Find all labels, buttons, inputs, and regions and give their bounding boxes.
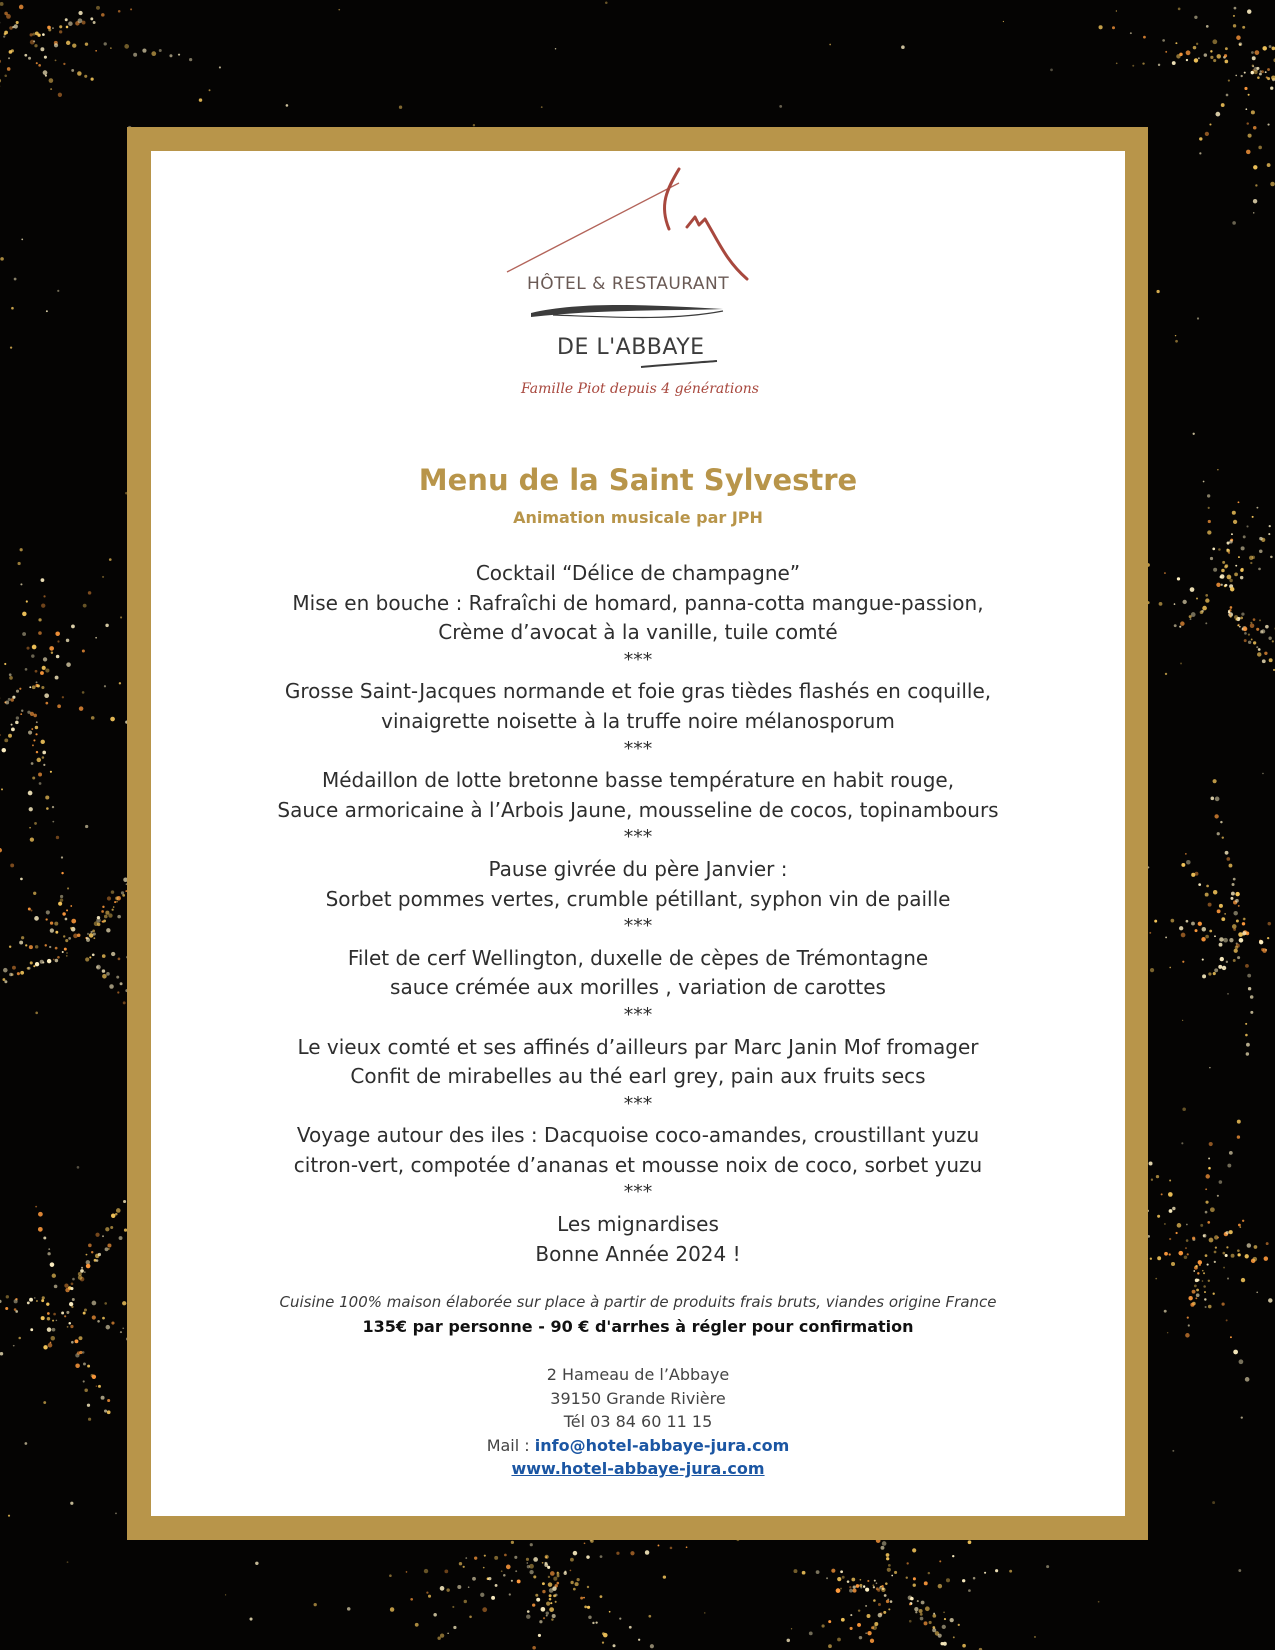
course-separator: *** bbox=[623, 826, 653, 849]
menu-line: Filet de cerf Wellington, duxelle de cèpes de Trémontagne bbox=[347, 945, 929, 970]
menu-line: Confit de mirabelles au thé earl grey, pain aux fruits secs bbox=[350, 1064, 926, 1089]
mail-label: Mail : bbox=[486, 1435, 535, 1455]
menu-line: Sauce armoricaine à l’Arbois Jaune, mousseline de cocos, topinambours bbox=[277, 797, 999, 822]
hotel-logo bbox=[491, 155, 791, 395]
menu-line: Mise en bouche : Rafraîchi de homard, panna-cotta mangue-passion, bbox=[292, 590, 984, 615]
address-line2: 39150 Grande Rivière bbox=[550, 1388, 726, 1408]
price-line: 135€ par personne - 90 € d'arrhes à régler pour confirmation bbox=[362, 1317, 914, 1336]
menu-title: Menu de la Saint Sylvestre bbox=[418, 463, 858, 497]
course-separator: *** bbox=[623, 737, 653, 760]
course-separator: *** bbox=[623, 915, 653, 938]
menu-line: Grosse Saint-Jacques normande et foie gras tièdes flashés en coquille, bbox=[284, 679, 992, 704]
contact-block bbox=[151, 1363, 1125, 1481]
course-separator: *** bbox=[623, 1003, 653, 1026]
menu-subtitle: Animation musicale par JPH bbox=[513, 508, 763, 527]
menu-line: Crème d’avocat à la vanille, tuile comté bbox=[438, 620, 838, 645]
course-separator: *** bbox=[623, 648, 653, 671]
menu-line: Médaillon de lotte bretonne basse température en habit rouge, bbox=[321, 768, 955, 793]
menu-line: sauce crémée aux morilles , variation de carottes bbox=[390, 975, 886, 1000]
mail-line bbox=[151, 1434, 1125, 1458]
logo-brand-line2: DE L'ABBAYE bbox=[557, 335, 705, 360]
menu-line: vinaigrette noisette à la truffe noire mélanosporum bbox=[381, 708, 895, 733]
menu-line: Cocktail “Délice de champagne” bbox=[475, 561, 801, 585]
menu-line: citron-vert, compotée d’ananas et mousse noix de coco, sorbet yuzu bbox=[293, 1152, 983, 1177]
website-link[interactable]: www.hotel-abbaye-jura.com bbox=[511, 1459, 765, 1478]
menu-line: Bonne Année 2024 ! bbox=[535, 1241, 741, 1266]
menu-line: Pause givrée du père Janvier : bbox=[488, 856, 788, 881]
course-separator: *** bbox=[623, 1181, 653, 1204]
menu-line: Le vieux comté et ses affinés d’ailleurs par Marc Janin Mof fromager bbox=[297, 1034, 979, 1059]
menu-line: Voyage autour des iles : Dacquoise coco-amandes, croustillant yuzu bbox=[296, 1123, 980, 1148]
address-line1: 2 Hameau de l’Abbaye bbox=[546, 1365, 730, 1384]
mail-link[interactable]: info@hotel-abbaye-jura.com bbox=[534, 1435, 790, 1455]
cuisine-note: Cuisine 100% maison élaborée sur place à partir de produits frais bruts, viandes origine France bbox=[279, 1293, 997, 1311]
menu-courses bbox=[151, 559, 1125, 1269]
menu-line: Sorbet pommes vertes, crumble pétillant, syphon vin de paille bbox=[325, 886, 951, 911]
logo-tagline: Famille Piot depuis 4 générations bbox=[521, 381, 759, 397]
menu-line: Les mignardises bbox=[557, 1212, 719, 1237]
logo-brand-line1: HÔTEL & RESTAURANT bbox=[527, 274, 730, 294]
website-line bbox=[151, 1457, 1125, 1481]
menu-card bbox=[151, 151, 1125, 1516]
phone-line: Tél 03 84 60 11 15 bbox=[563, 1412, 713, 1431]
course-separator: *** bbox=[623, 1092, 653, 1115]
